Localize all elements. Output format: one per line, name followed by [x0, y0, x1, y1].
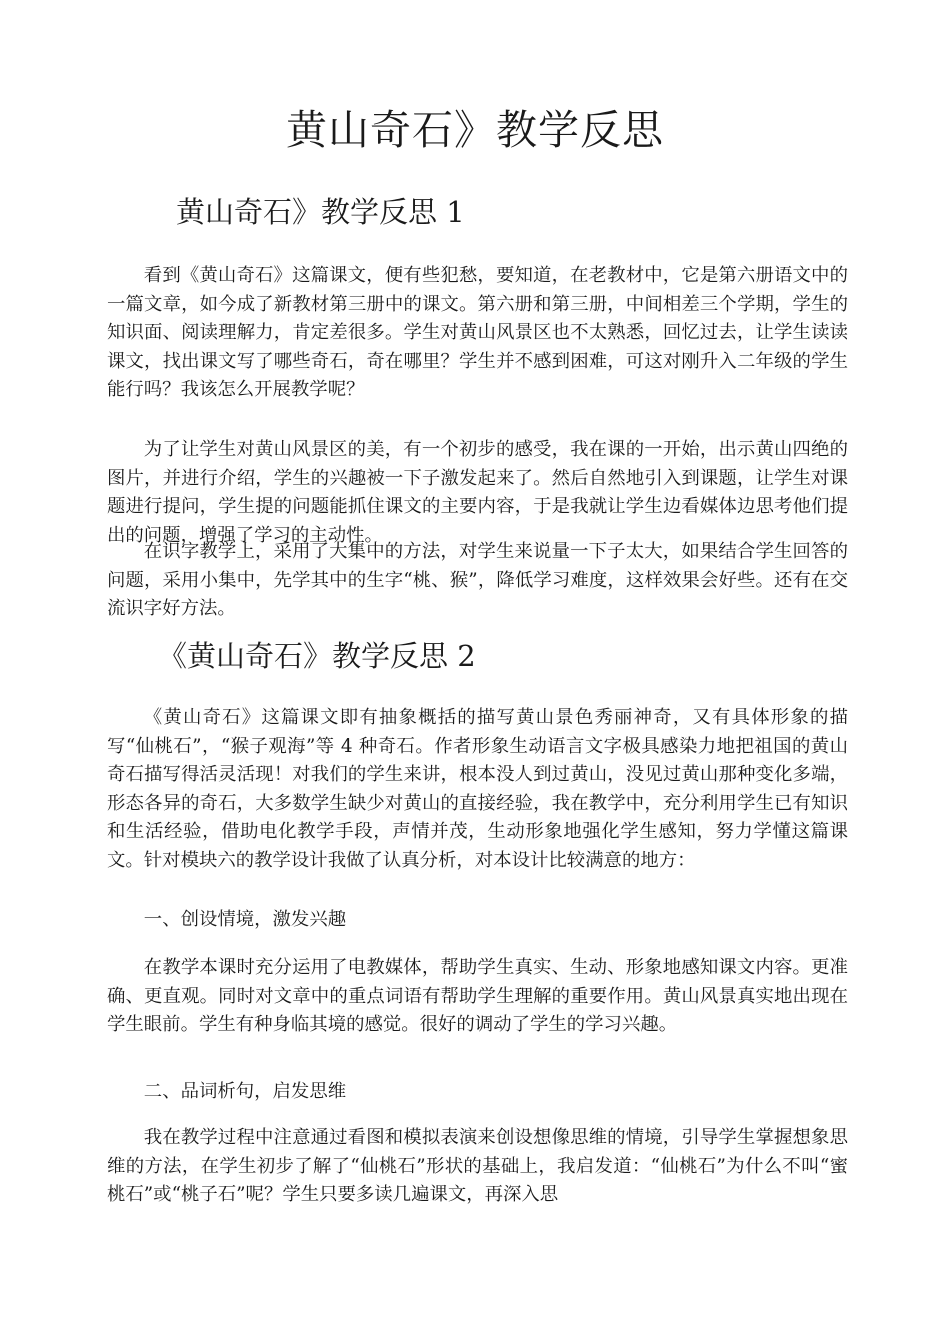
subheading-create-situation: 一、创设情境，激发兴趣 [143, 909, 347, 930]
paragraph: 我在教学过程中注意通过看图和模拟表演来创设想像思维的情境，引导学生掌握想象思维的方法，在学生初步了解了“仙桃石”形状的基础上，我启发道：“仙桃石”为什么不叫“蜜桃石”或“桃子石”呢？学生只要多读几遍课文，再深入思 [107, 1127, 848, 1206]
section-heading-1: 黄山奇石》教学反思 1 [176, 195, 465, 229]
paragraph: 为了让学生对黄山风景区的美，有一个初步的感受，我在课的一开始，出示黄山四绝的图片，并进行介绍，学生的兴趣被一下子激发起来了。然后自然地引入到课题，让学生对课题进行提问，学生提的问题能抓住课文的主要内容，于是我就让学生边看媒体边思考他们提出的问题，增强了学习的主动性。 [107, 439, 848, 546]
paragraph: 《黄山奇石》这篇课文即有抽象概括的描写黄山景色秀丽神奇，又有具体形象的描写“仙桃石”，“猴子观海”等 4 种奇石。作者形象生动语言文字极具感染力地把祖国的黄山奇石描写得活灵活现！对我们的学生来讲，根本没人到过黄山，没见过黄山那种变化多端，形态各异的奇石，大多数学生缺少对黄山的直接经验，我在教学中，充分利用学生已有知识和生活经验，借助电化教学手段，声情并茂，生动形象地强化学生感知，努力学懂这篇课文。针对模块六的教学设计我做了认真分析，对本设计比较满意的地方： [107, 707, 848, 871]
paragraph: 在识字教学上，采用了大集中的方法，对学生来说量一下子太大，如果结合学生回答的问题，采用小集中，先学其中的生字“桃、猴”，降低学习难度，这样效果会好些。还有在交流识字好方法。 [107, 541, 848, 620]
section-heading-2: 《黄山奇石》教学反思 2 [158, 639, 476, 673]
document-title: 黄山奇石》教学反思 [286, 106, 664, 154]
paragraph: 看到《黄山奇石》这篇课文，便有些犯愁，要知道，在老教材中，它是第六册语文中的一篇文章，如今成了新教材第三册中的课文。第六册和第三册，中间相差三个学期，学生的知识面、阅读理解力，肯定差很多。学生对黄山风景区也不太熟悉，回忆过去，让学生读读课文，找出课文写了哪些奇石，奇在哪里？学生并不感到困难，可这对刚升入二年级的学生能行吗？我该怎么开展教学呢？ [107, 265, 848, 401]
subheading-analyze-words: 二、品词析句，启发思维 [143, 1081, 347, 1102]
paragraph: 在教学本课时充分运用了电教媒体，帮助学生真实、生动、形象地感知课文内容。更准确、更直观。同时对文章中的重点词语有帮助学生理解的重要作用。黄山风景真实地出现在学生眼前。学生有种身临其境的感觉。很好的调动了学生的学习兴趣。 [107, 957, 848, 1036]
